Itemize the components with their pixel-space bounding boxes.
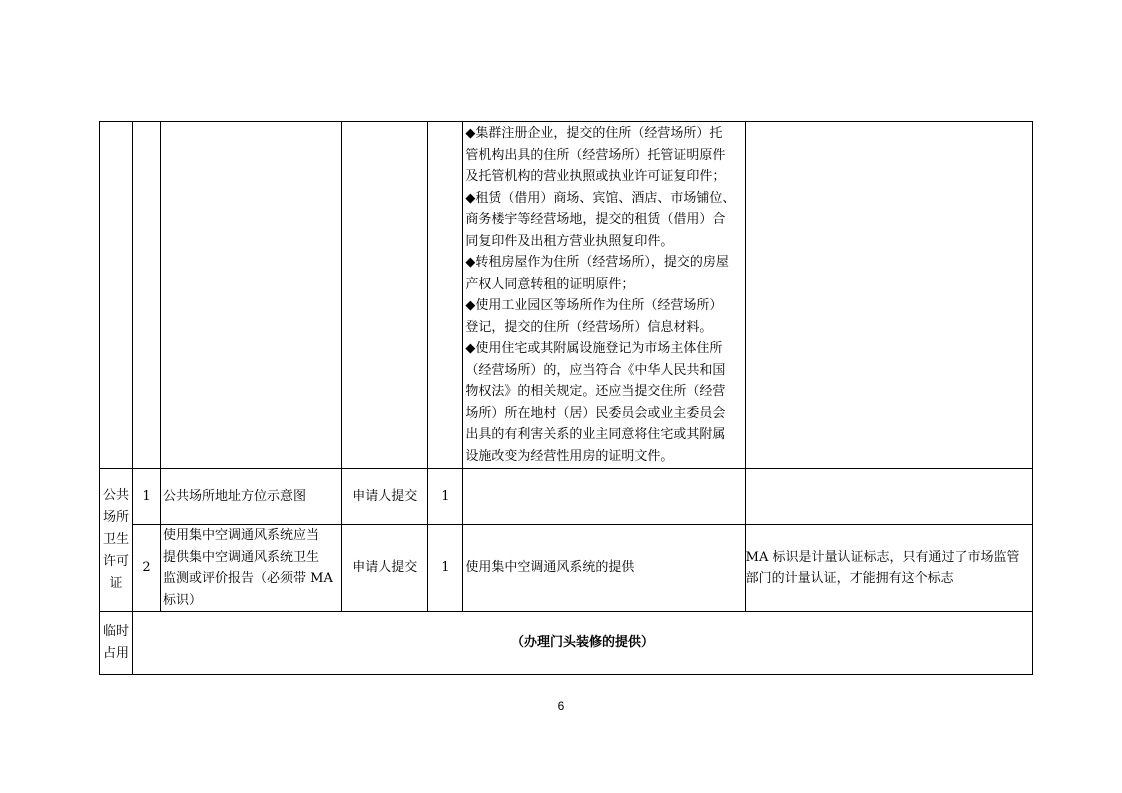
row-number: 1 xyxy=(133,469,161,525)
requirement-line: 产权人同意转租的证明原件； xyxy=(465,276,635,292)
requirement-line: ◆集群注册企业，提交的住所（经营场所）托 xyxy=(465,126,723,141)
requirement-line: ◆租赁（借用）商场、宾馆、酒店、市场铺位、 xyxy=(465,190,736,206)
requirement-line: 同复印件及出租方营业执照复印件。 xyxy=(465,233,674,249)
quantity-cell xyxy=(428,122,463,469)
temporary-note: （办理门头装修的提供） xyxy=(133,612,1033,675)
requirement-line: ◆使用住宅或其附属设施登记为市场主体住所 xyxy=(465,341,723,356)
row-number: 2 xyxy=(133,525,161,612)
requirement-line: 商务楼宇等经营场地，提交的租赁（借用）合 xyxy=(465,212,726,227)
category-line: 公共 xyxy=(103,488,130,503)
table-row xyxy=(100,525,1033,612)
category-line: 许可 xyxy=(103,554,130,569)
category-line: 临时 xyxy=(103,624,130,639)
note-cell xyxy=(745,122,1032,469)
material-requirement: 使用集中空调通风系统的提供 xyxy=(463,525,745,612)
requirement-line: ◆使用工业园区等场所作为住所（经营场所） xyxy=(465,298,723,313)
material-name-line: 公共场所地址方位示意图 xyxy=(163,488,307,504)
material-note xyxy=(745,469,1032,525)
page-number: 6 xyxy=(557,699,565,713)
material-name xyxy=(161,469,342,525)
material-name xyxy=(161,525,342,612)
continuation-row xyxy=(100,122,1033,469)
category-line: 证 xyxy=(109,576,123,591)
category-line: 场所 xyxy=(103,510,130,525)
category-line: 占用 xyxy=(103,646,130,661)
requirement-cell xyxy=(463,122,745,469)
category-cell-temporary xyxy=(100,612,133,675)
material-source: 申请人提交 xyxy=(342,469,428,525)
table-row xyxy=(100,469,1033,525)
note-line: 部门的计量认证，才能拥有这个标志 xyxy=(745,571,954,586)
requirement-line: 管机构出具的住所（经营场所）托管证明原件 xyxy=(465,147,726,163)
material-name-line: 使用集中空调通风系统应当 xyxy=(163,528,320,543)
category-cell xyxy=(100,122,133,469)
requirement-line: 及托管机构的营业执照或执业许可证复印件； xyxy=(465,169,726,184)
requirements-table xyxy=(99,121,1033,675)
material-name-cell xyxy=(161,122,342,469)
note-line: MA 标识是计量认证标志，只有通过了市场监管 xyxy=(745,549,1020,565)
requirement-line: 登记，提交的住所（经营场所）信息材料。 xyxy=(465,319,713,335)
material-name-line: 标识） xyxy=(163,592,203,608)
material-source: 申请人提交 xyxy=(342,525,428,612)
category-line: 卫生 xyxy=(103,532,130,547)
source-cell xyxy=(342,122,428,469)
material-name-line: 提供集中空调通风系统卫生 xyxy=(163,549,320,565)
requirement-line: 场所）所在地村（居）民委员会或业主委员会 xyxy=(465,405,726,421)
requirement-line: 出具的有利害关系的业主同意将住宅或其附属 xyxy=(465,427,726,442)
requirement-line: （经营场所）的，应当符合《中华人民共和国 xyxy=(465,362,726,378)
requirement-line: ◆转租房屋作为住所（经营场所），提交的房屋 xyxy=(465,255,729,270)
material-requirement xyxy=(463,469,745,525)
material-name-line: 监测或评价报告（必须带 MA xyxy=(163,571,333,586)
number-cell xyxy=(133,122,161,469)
material-note xyxy=(745,525,1032,612)
requirement-line: 设施改变为经营性用房的证明文件。 xyxy=(465,448,674,464)
material-quantity: 1 xyxy=(428,525,463,612)
requirement-line: 物权法》的相关规定。还应当提交住所（经营 xyxy=(465,384,726,399)
category-cell-public-place xyxy=(100,469,133,612)
table-row-temporary xyxy=(100,612,1033,675)
material-quantity: 1 xyxy=(428,469,463,525)
